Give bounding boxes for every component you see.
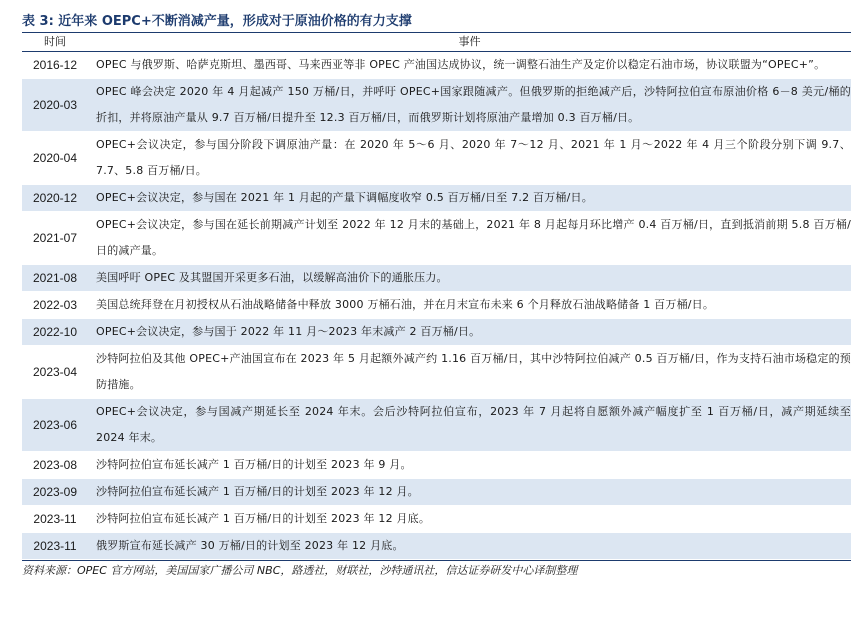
row-event xyxy=(88,185,851,212)
table-row xyxy=(22,79,851,132)
row-event-text: OPEC 与俄罗斯、哈萨克斯坦、墨西哥、马来西亚等非 OPEC 产油国达成协议，统一调整石油生产及定价以稳定石油市场，协议联盟为“OPEC+”。 xyxy=(96,58,826,71)
row-time: 2021-08 xyxy=(22,265,88,292)
row-time: 2023-04 xyxy=(22,346,88,399)
row-event-text: 沙特阿拉伯宣布延长减产 1 百万桶/日的计划至 2023 年 12 月。 xyxy=(96,485,419,498)
table-row xyxy=(22,399,851,452)
row-time: 2020-04 xyxy=(22,132,88,185)
row-event-text: OPEC+会议决定，参与国分阶段下调原油产量：在 2020 年 5～6 月、2020 年 7～12 月、2021 年 1 月～2022 年 4 月三个阶段分别下调 9.7、7.7、5.8 百万桶/日。 xyxy=(96,138,851,177)
row-time: 2023-09 xyxy=(22,479,88,506)
row-event xyxy=(88,52,851,79)
row-time: 2016-12 xyxy=(22,52,88,79)
table-row xyxy=(22,452,851,479)
row-event xyxy=(88,533,851,560)
table-body xyxy=(22,52,851,560)
row-event-text: 俄罗斯宣布延长减产 30 万桶/日的计划至 2023 年 12 月底。 xyxy=(96,539,404,552)
source-note: 资料来源：OPEC 官方网站，美国国家广播公司 NBC，路透社，财联社，沙特通讯社，信达证券研发中心译制整理 xyxy=(22,564,578,577)
row-event xyxy=(88,265,851,292)
row-event-text: 美国总统拜登在月初授权从石油战略储备中释放 3000 万桶石油，并在月末宣布未来 6 个月释放石油战略储备 1 百万桶/日。 xyxy=(96,298,715,311)
row-event xyxy=(88,212,851,265)
row-event-text: OPEC+会议决定，参与国于 2022 年 11 月～2023 年末减产 2 百万桶/日。 xyxy=(96,325,481,338)
events-table xyxy=(22,33,851,560)
row-event xyxy=(88,79,851,132)
table-row xyxy=(22,265,851,292)
table-row xyxy=(22,52,851,79)
row-event-text: OPEC+会议决定，参与国在 2021 年 1 月起的产量下调幅度收窄 0.5 百万桶/日至 7.2 百万桶/日。 xyxy=(96,191,593,204)
row-time: 2022-10 xyxy=(22,319,88,346)
row-time: 2023-08 xyxy=(22,452,88,479)
row-event-text: 沙特阿拉伯宣布延长减产 1 百万桶/日的计划至 2023 年 12 月底。 xyxy=(96,512,431,525)
row-time: 2020-12 xyxy=(22,185,88,212)
row-event xyxy=(88,506,851,533)
row-time: 2023-11 xyxy=(22,533,88,560)
row-event xyxy=(88,479,851,506)
table-row xyxy=(22,185,851,212)
row-event xyxy=(88,452,851,479)
table-row xyxy=(22,212,851,265)
column-header-event: 事件 xyxy=(88,33,851,52)
document-page xyxy=(22,12,851,579)
row-time: 2023-11 xyxy=(22,506,88,533)
row-event-text: OPEC 峰会决定 2020 年 4 月起减产 150 万桶/日，并呼吁 OPEC+国家跟随减产。但俄罗斯的拒绝减产后，沙特阿拉伯宣布原油价格 6－8 美元/桶的折扣，并将原油产量从 9.7 百万桶/日提升至 12.3 百万桶/日，而俄罗斯计划将原油产量增加 0.3 百万桶/日。 xyxy=(96,85,851,124)
row-event-text: 沙特阿拉伯及其他 OPEC+产油国宣布在 2023 年 5 月起额外减产约 1.16 百万桶/日，其中沙特阿拉伯减产 0.5 百万桶/日，作为支持石油市场稳定的预防措施。 xyxy=(96,352,851,391)
table-row xyxy=(22,132,851,185)
row-event-text: OPEC+会议决定，参与国减产期延长至 2024 年末。会后沙特阿拉伯宣布，2023 年 7 月起将自愿额外减产幅度扩至 1 百万桶/日，减产期延续至 2024 年末。 xyxy=(96,405,851,444)
row-event xyxy=(88,319,851,346)
table-row xyxy=(22,319,851,346)
row-time: 2023-06 xyxy=(22,399,88,452)
bottom-rule xyxy=(22,560,851,561)
row-event-text: 沙特阿拉伯宣布延长减产 1 百万桶/日的计划至 2023 年 9 月。 xyxy=(96,458,412,471)
table-row xyxy=(22,479,851,506)
table-header-row xyxy=(22,33,851,52)
row-time: 2020-03 xyxy=(22,79,88,132)
table-row xyxy=(22,346,851,399)
row-event-text: 美国呼吁 OPEC 及其盟国开采更多石油，以缓解高油价下的通胀压力。 xyxy=(96,271,448,284)
column-header-time: 时间 xyxy=(22,33,88,52)
table-title: 表 3: 近年来 OEPC+不断消减产量，形成对于原油价格的有力支撑 xyxy=(22,14,412,29)
table-row xyxy=(22,292,851,319)
table-row xyxy=(22,506,851,533)
row-event-text: OPEC+会议决定，参与国在延长前期减产计划至 2022 年 12 月末的基础上，2021 年 8 月起每月环比增产 0.4 百万桶/日，直到抵消前期 5.8 百万桶/日的减产量。 xyxy=(96,218,851,257)
row-event xyxy=(88,292,851,319)
row-time: 2021-07 xyxy=(22,212,88,265)
row-event xyxy=(88,346,851,399)
row-time: 2022-03 xyxy=(22,292,88,319)
table-row xyxy=(22,533,851,560)
row-event xyxy=(88,399,851,452)
row-event xyxy=(88,132,851,185)
